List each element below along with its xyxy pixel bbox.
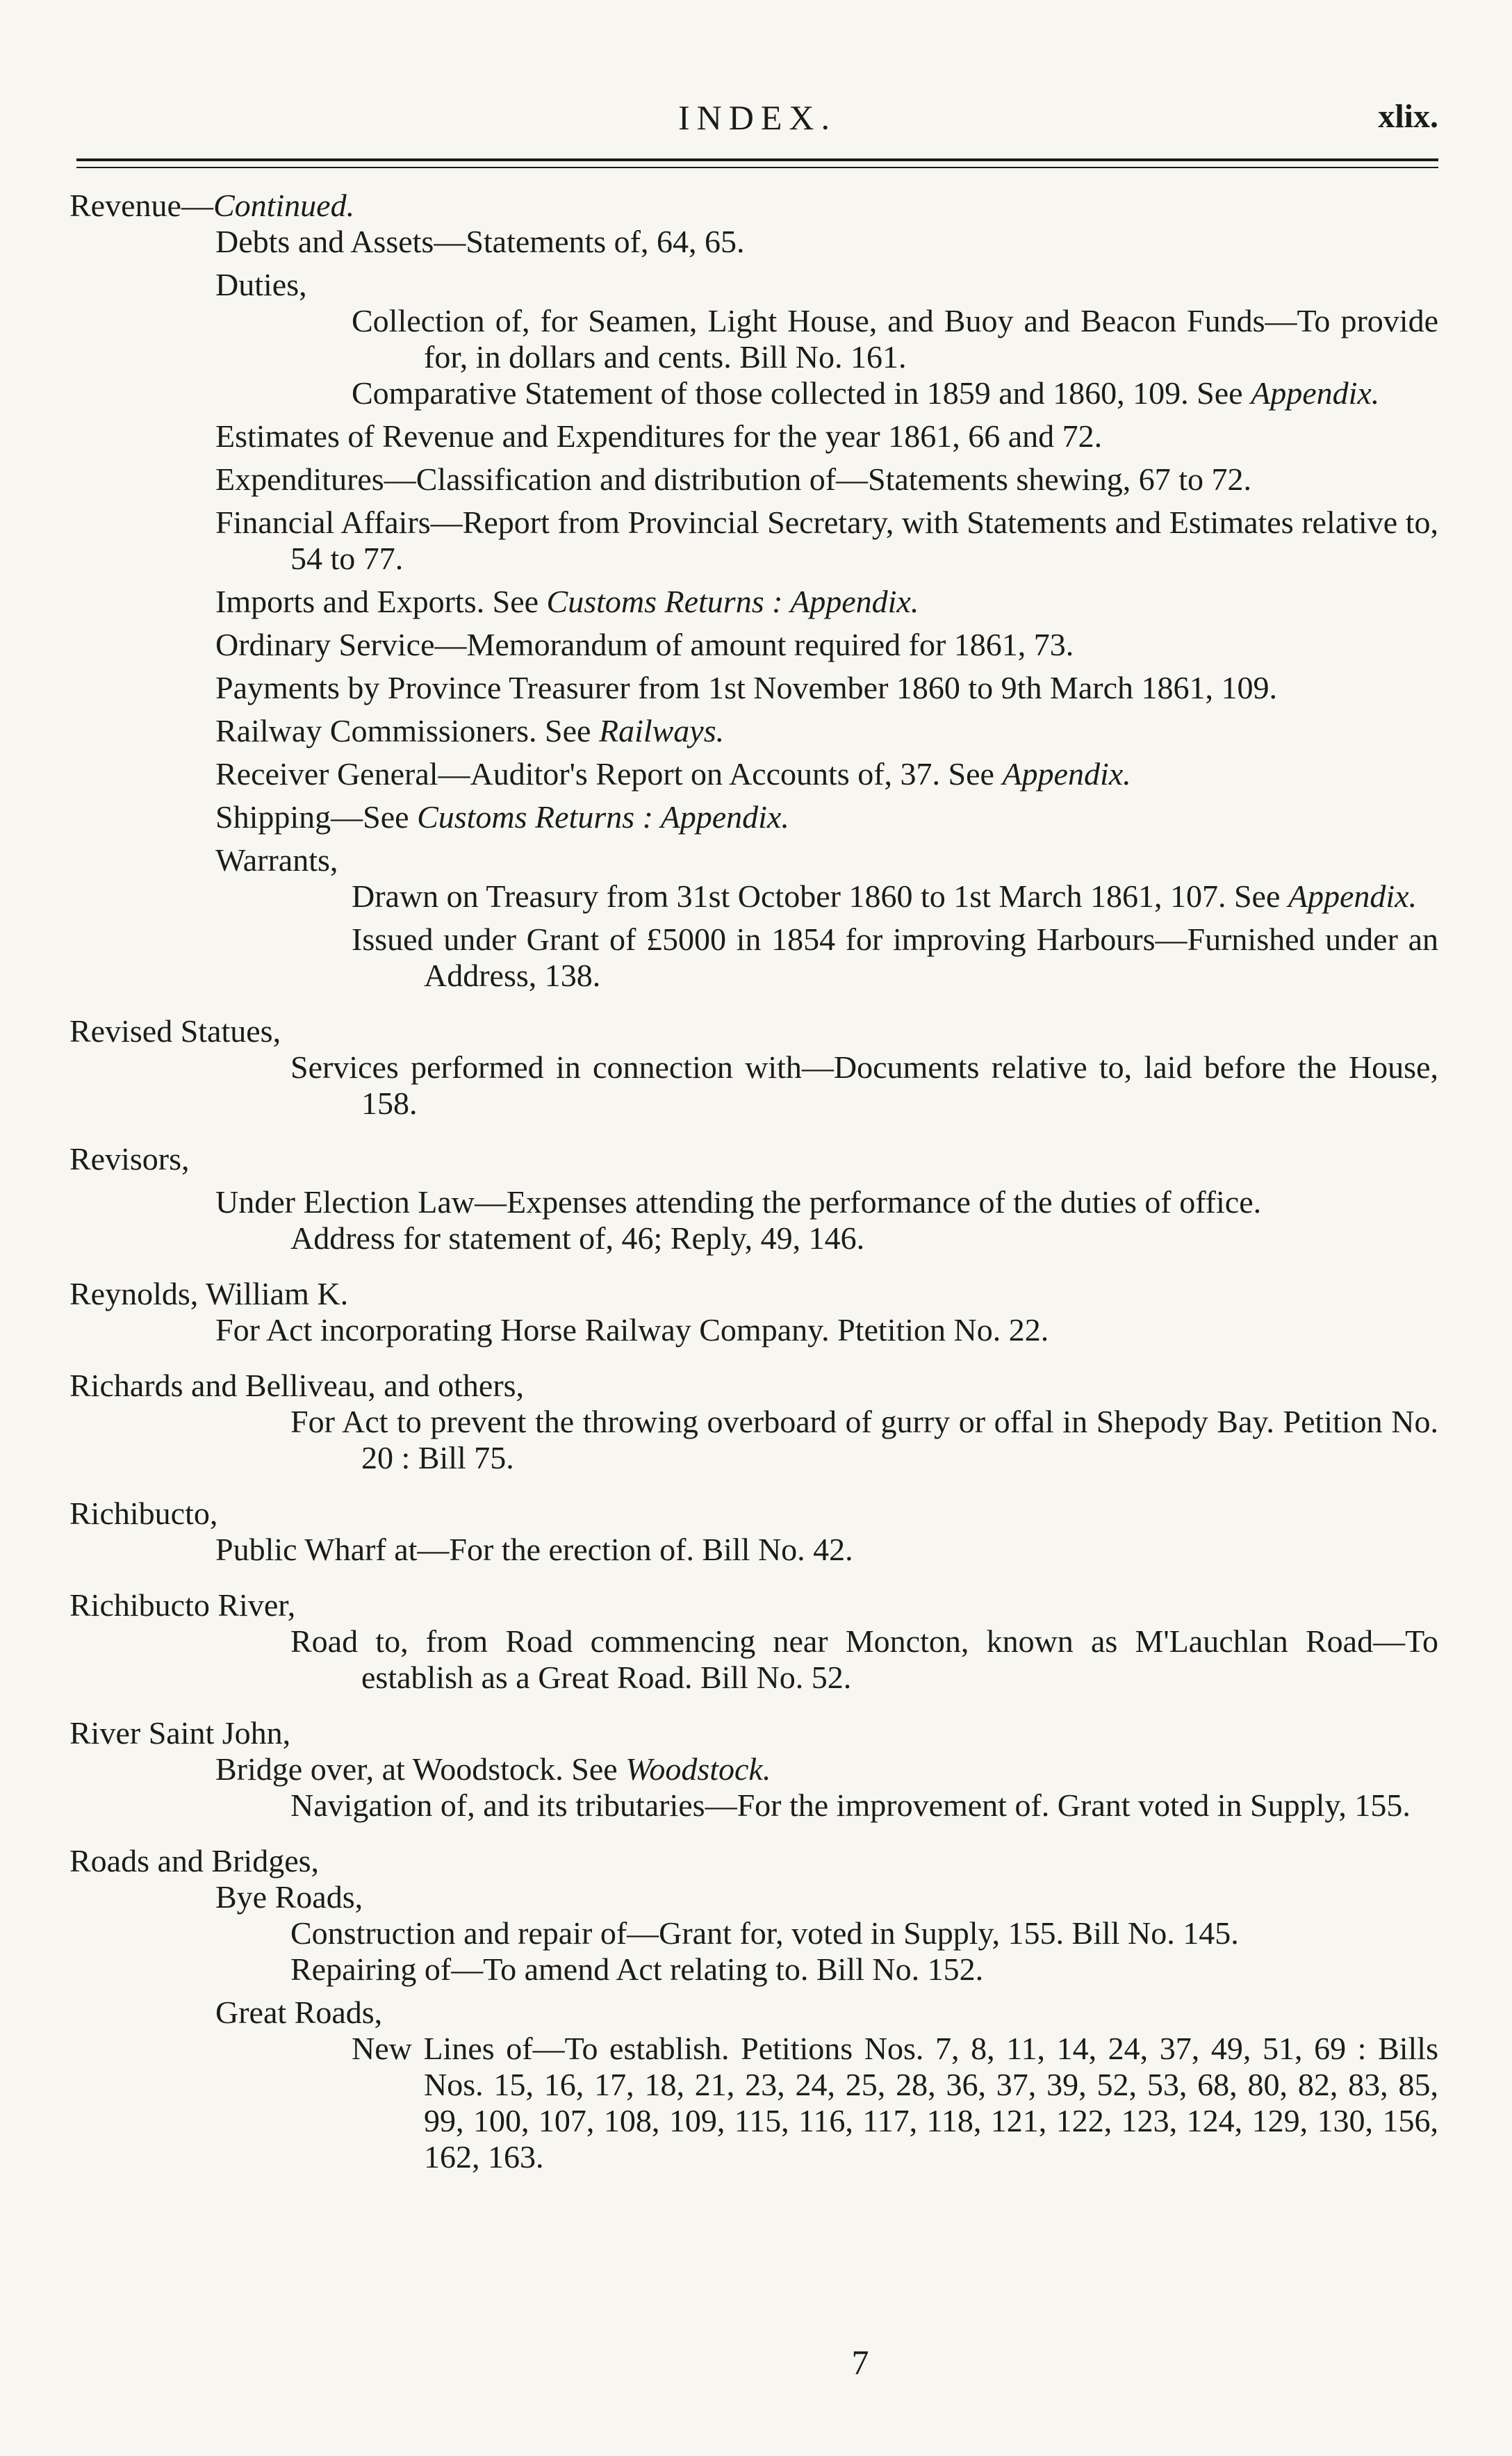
sub-entry — [69, 756, 1438, 792]
entry-heading — [69, 188, 1438, 224]
entry-richibucto — [69, 1496, 1438, 1568]
sub-sub-entry: New Lines of—To establish. Petitions Nos. 7, 8, 11, 14, 24, 37, 49, 51, 69 : Bills Nos. 15, 16, 17, 18, 21, 23, 24, 25, 28, 36, 37, 39, 52, 53, 68, 80, 82, 83, 85, 99, 100, 107, 108, 109, 115, 116, 117, 118, 121, 122, 123, 124, 129, 130, 156, 162, 163. — [352, 2031, 1438, 2175]
sub-entry: Estimates of Revenue and Expenditures for the year 1861, 66 and 72. — [215, 418, 1103, 454]
sub-entry: Debts and Assets—Statements of, 64, 65. — [215, 224, 745, 259]
entry-revised-statues — [69, 1013, 1438, 1122]
sub-entry: Expenditures—Classification and distribution of—Statements shewing, 67 to 72. — [215, 461, 1251, 497]
sub-entry: Ordinary Service—Memorandum of amount required for 1861, 73. — [215, 627, 1074, 662]
entry-italic: Woodstock. — [625, 1751, 771, 1787]
sub-entry: Duties, — [215, 267, 307, 302]
entry-reynolds — [69, 1276, 1438, 1348]
sub-entry: Public Wharf at—For the erection of. Bill No. 42. — [215, 1532, 853, 1567]
sub-entry: For Act incorporating Horse Railway Company. Ptetition No. 22. — [215, 1312, 1049, 1348]
sub-entry: Road to, from Road commencing near Moncton, known as M'Lauchlan Road—To establish as a Great Road. Bill No. 52. — [290, 1623, 1438, 1695]
header-rule-thin — [76, 167, 1438, 168]
sub-entry — [69, 799, 1438, 835]
entry-richibucto-river — [69, 1587, 1438, 1696]
entry-revenue — [69, 188, 1438, 994]
sub-entry: For Act to prevent the throwing overboard of gurry or offal in Shepody Bay. Petition No. 20 : Bill 75. — [290, 1404, 1438, 1475]
entry-heading: Richibucto River, — [69, 1587, 296, 1623]
entry-italic: Appendix. — [1002, 756, 1131, 792]
sub-entry — [69, 584, 1438, 620]
index-body — [69, 188, 1438, 2182]
sub-entry: Under Election Law—Expenses attending the performance of the duties of office. — [215, 1184, 1262, 1220]
header-title: INDEX. — [677, 98, 837, 137]
sub-entry: Payments by Province Treasurer from 1st November 1860 to 9th March 1861, 109. — [215, 670, 1278, 705]
heading-italic: Continued. — [213, 188, 355, 223]
entry-text: Receiver General—Auditor's Report on Accounts of, 37. See — [215, 756, 994, 792]
page-header — [76, 97, 1438, 146]
sub-entry: Bye Roads, — [215, 1879, 363, 1915]
sub-entry: Financial Affairs—Report from Provincial Secretary, with Statements and Estimates relative to, 54 to 77. — [215, 505, 1438, 576]
sub-sub-entry — [69, 375, 1438, 411]
entry-italic: Customs Returns : Appendix. — [546, 584, 919, 619]
header-page-number: xlix. — [1378, 98, 1438, 135]
entry-text: Shipping—See — [215, 799, 409, 835]
entry-italic: Appendix. — [1288, 878, 1418, 914]
entry-heading: Roads and Bridges, — [69, 1843, 320, 1878]
header-rule-thick — [76, 158, 1438, 161]
entry-heading: River Saint John, — [69, 1715, 291, 1751]
entry-text: Comparative Statement of those collected in 1859 and 1860, 109. See — [352, 375, 1243, 411]
sub-entry: Navigation of, and its tributaries—For the improvement of. Grant voted in Supply, 155. — [290, 1787, 1411, 1823]
entry-italic: Appendix. — [1251, 375, 1380, 411]
sub-sub-entry: Repairing of—To amend Act relating to. Bill No. 152. — [290, 1951, 984, 1987]
entry-text: Bridge over, at Woodstock. See — [215, 1751, 618, 1787]
sub-sub-entry — [69, 878, 1438, 915]
entry-text: Drawn on Treasury from 31st October 1860 to 1st March 1861, 107. See — [352, 878, 1281, 914]
entry-richards-belliveau — [69, 1368, 1438, 1476]
sub-sub-entry: Construction and repair of—Grant for, voted in Supply, 155. Bill No. 145. — [290, 1915, 1239, 1951]
entry-heading: Reynolds, William K. — [69, 1276, 349, 1311]
sub-entry — [69, 713, 1438, 749]
entry-revisors — [69, 1141, 1438, 1256]
sub-sub-entry: Collection of, for Seamen, Light House, and Buoy and Beacon Funds—To provide for, in dollars and cents. Bill No. 161. — [352, 303, 1438, 375]
entry-italic: Railways. — [598, 713, 725, 748]
sub-entry: Services performed in connection with—Documents relative to, laid before the House, 158. — [290, 1049, 1438, 1121]
entry-heading: Richards and Belliveau, and others, — [69, 1368, 525, 1403]
entry-river-saint-john — [69, 1715, 1438, 1824]
entry-roads-bridges — [69, 1843, 1438, 2175]
entry-heading: Revised Statues, — [69, 1013, 281, 1049]
sub-entry — [69, 1751, 1438, 1787]
entry-heading: Revisors, — [69, 1141, 190, 1177]
page-footer-number: 7 — [851, 2343, 869, 2382]
entry-italic: Customs Returns : Appendix. — [417, 799, 789, 835]
heading-text: Revenue— — [69, 188, 213, 223]
entry-text: Imports and Exports. See — [215, 584, 539, 619]
entry-heading: Richibucto, — [69, 1496, 218, 1531]
sub-entry: Warrants, — [215, 842, 338, 878]
entry-text: Railway Commissioners. See — [215, 713, 591, 748]
sub-sub-entry: Issued under Grant of £5000 in 1854 for improving Harbours—Furnished under an Address, 138. — [352, 922, 1438, 993]
sub-entry: Great Roads, — [215, 1995, 383, 2030]
sub-entry-continued: Address for statement of, 46; Reply, 49, 146. — [290, 1220, 865, 1256]
